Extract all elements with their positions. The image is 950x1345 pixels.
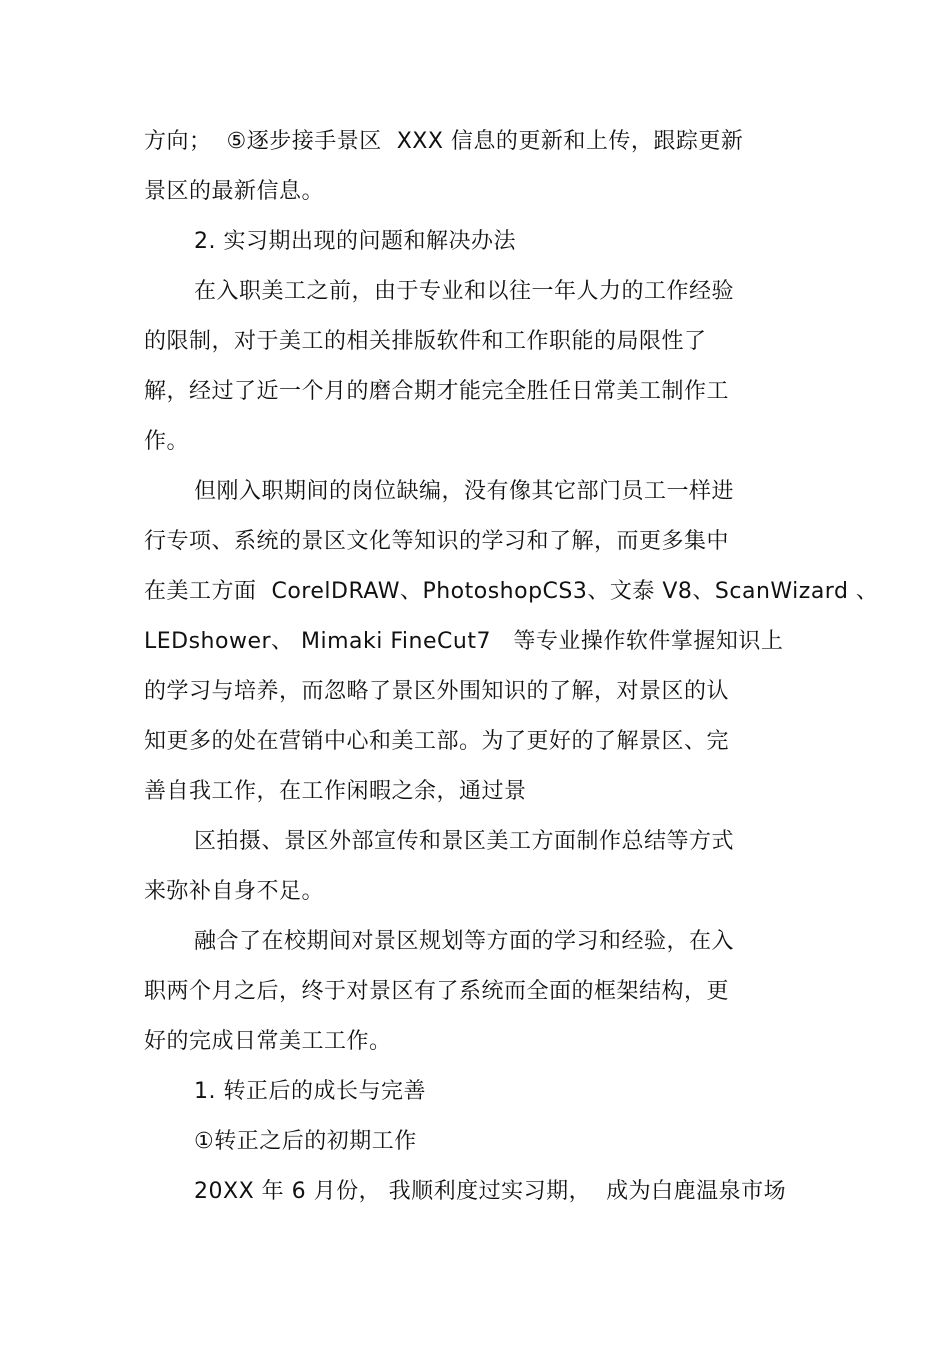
section-heading: 2. 实习期出现的问题和解决办法 (194, 229, 516, 254)
section-heading: 1. 转正后的成长与完善 (194, 1079, 426, 1104)
text-line: 的学习与培养，而忽略了景区外围知识的了解，对景区的认 (144, 679, 730, 704)
text-line: 方向； ⑤逐步接手景区 XXX 信息的更新和上传，跟踪更新 (144, 129, 744, 154)
text-line: 在入职美工之前，由于专业和以往一年人力的工作经验 (194, 279, 735, 304)
text-line: 但刚入职期间的岗位缺编，没有像其它部门员工一样进 (194, 479, 735, 504)
text-line: 在美工方面 CorelDRAW、PhotoshopCS3、文泰 V8、ScanWizard 、 (144, 579, 879, 604)
text-line: 善自我工作，在工作闲暇之余，通过景 (144, 779, 527, 804)
text-line: 行专项、系统的景区文化等知识的学习和了解，而更多集中 (144, 529, 730, 554)
text-line: 职两个月之后，终于对景区有了系统而全面的框架结构，更 (144, 979, 730, 1004)
subsection-heading: ①转正之后的初期工作 (194, 1129, 417, 1154)
text-line: 区拍摄、景区外部宣传和景区美工方面制作总结等方式 (194, 829, 735, 854)
text-line: 20XX 年 6 月份， 我顺利度过实习期， 成为白鹿温泉市场 (194, 1179, 787, 1204)
text-line: 作。 (144, 429, 190, 454)
text-line: 知更多的处在营销中心和美工部。为了更好的了解景区、完 (144, 729, 730, 754)
text-line: 融合了在校期间对景区规划等方面的学习和经验，在入 (194, 929, 735, 954)
text-line: 解，经过了近一个月的磨合期才能完全胜任日常美工制作工 (144, 379, 730, 404)
text-line: 好的完成日常美工工作。 (144, 1029, 392, 1054)
text-line: 的限制，对于美工的相关排版软件和工作职能的局限性了 (144, 329, 707, 354)
text-line: 来弥补自身不足。 (144, 879, 325, 904)
text-line: LEDshower、 Mimaki FineCut7 等专业操作软件掌握知识上 (144, 629, 784, 654)
text-line: 景区的最新信息。 (144, 179, 325, 204)
